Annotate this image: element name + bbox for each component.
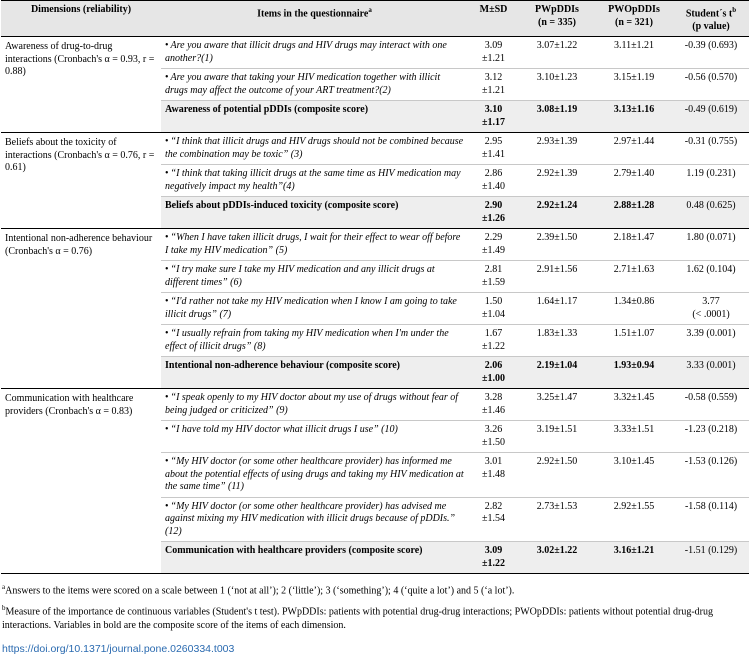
item-text: “I usually refrain from taking my HIV medication when I'm under the effect of illicit drugs” (8)	[165, 328, 449, 352]
pwopddis-value: 1.34±0.86	[613, 296, 655, 308]
msd-mean: 2.95	[484, 136, 503, 148]
bullet-icon: •	[165, 328, 169, 340]
pwopddis-cell	[595, 293, 673, 325]
t-value: 1.62 (0.104)	[686, 264, 736, 276]
composite-pwpddis-cell	[519, 542, 595, 574]
composite-msd-mean: 2.06	[484, 360, 503, 372]
t-test-cell	[673, 37, 749, 69]
pwopddis-cell	[595, 165, 673, 197]
pwpddis-cell	[519, 133, 595, 165]
composite-label: Beliefs about pDDIs-induced toxicity (composite score)	[165, 200, 399, 212]
composite-msd-sd: ±1.22	[482, 557, 505, 569]
pwopddis-value: 3.33±1.51	[613, 424, 655, 436]
item-text: “I try make sure I take my HIV medication and any illicit drugs at different times” (6)	[165, 264, 435, 288]
dimension-cell	[1, 389, 161, 574]
bullet-icon: •	[165, 456, 169, 468]
composite-pwpddis-value: 2.92±1.24	[536, 200, 578, 212]
t-value: -1.23 (0.218)	[684, 424, 738, 436]
table-row	[1, 37, 749, 69]
results-table	[1, 0, 749, 574]
bullet-icon: •	[165, 168, 169, 180]
t-value: 1.19 (0.231)	[686, 168, 736, 180]
composite-pwpddis-value: 3.02±1.22	[536, 545, 578, 557]
msd-cell	[468, 229, 519, 261]
composite-msd-cell	[468, 542, 519, 574]
table-row	[1, 229, 749, 261]
msd-cell	[468, 133, 519, 165]
msd-sd: ±1.48	[482, 468, 505, 480]
dimension-cell	[1, 133, 161, 229]
msd-cell	[468, 293, 519, 325]
composite-msd-sd: ±1.00	[482, 372, 505, 384]
pwopddis-cell	[595, 229, 673, 261]
item-cell	[161, 69, 468, 101]
t-test-cell	[673, 69, 749, 101]
footnote-a: $^a$Answers to the items were scored on a scale between 1 (‘not at all’); 2 (‘little’); 3 (‘something’); 4 (‘quite a lot’) and 5 (‘a lot’).	[2, 583, 515, 597]
msd-cell	[468, 69, 519, 101]
msd-mean: 3.09	[484, 40, 503, 52]
doi-link[interactable]: https://doi.org/10.1371/journal.pone.0260334.t003	[2, 642, 235, 655]
pwopddis-value: 3.32±1.45	[613, 392, 655, 404]
pwpddis-cell	[519, 453, 595, 498]
header-pwpddis: PWpDDIs (n = 335)	[519, 1, 595, 37]
composite-label-cell	[161, 101, 468, 133]
t-test-cell	[673, 261, 749, 293]
table-row	[1, 389, 749, 421]
pwopddis-value: 2.97±1.44	[613, 136, 655, 148]
header-items: Items in the questionnaire$^a$	[161, 1, 468, 37]
msd-cell	[468, 37, 519, 69]
dimension-label: Beliefs about the toxicity of interactions (Cronbach's α = 0.76, r = 0.61)	[5, 137, 155, 174]
t-test-cell	[673, 453, 749, 498]
composite-msd-mean: 2.90	[484, 200, 503, 212]
composite-pwpddis-value: 2.19±1.04	[536, 360, 578, 372]
msd-cell	[468, 165, 519, 197]
item-cell	[161, 261, 468, 293]
item-cell	[161, 229, 468, 261]
msd-mean: 1.50	[484, 296, 503, 308]
composite-t-test-cell	[673, 197, 749, 229]
pwpddis-value: 3.25±1.47	[536, 392, 578, 404]
pwpddis-value: 2.91±1.56	[536, 264, 578, 276]
composite-pwopddis-cell	[595, 542, 673, 574]
t-test-cell	[673, 133, 749, 165]
header-student-t: Student´s $t^b$ (p value)	[673, 1, 749, 37]
dimension-label: Intentional non-adherence behaviour (Cronbach's α = 0.76)	[5, 233, 153, 257]
pwpddis-cell	[519, 293, 595, 325]
bullet-icon: •	[165, 40, 169, 52]
bullet-icon: •	[165, 264, 169, 276]
header-pwopddis: PWOpDDIs (n = 321)	[595, 1, 673, 37]
pwpddis-value: 2.92±1.50	[536, 456, 578, 468]
pwpddis-cell	[519, 261, 595, 293]
pwopddis-cell	[595, 389, 673, 421]
pwpddis-value: 1.64±1.17	[536, 296, 578, 308]
msd-mean: 3.26	[484, 424, 503, 436]
composite-label: Intentional non-adherence behaviour (composite score)	[165, 360, 400, 372]
pwopddis-value: 2.92±1.55	[613, 500, 655, 512]
msd-sd: ±1.04	[482, 308, 505, 320]
composite-label-cell	[161, 542, 468, 574]
pwpddis-cell	[519, 69, 595, 101]
t-value: -0.39 (0.693)	[684, 40, 738, 52]
msd-sd: ±1.41	[482, 148, 505, 160]
pwpddis-value: 2.93±1.39	[536, 136, 578, 148]
bullet-icon: •	[165, 72, 169, 84]
pwpddis-value: 3.10±1.23	[536, 72, 578, 84]
pwopddis-cell	[595, 453, 673, 498]
composite-t-test-cell	[673, 542, 749, 574]
pwpddis-value: 2.73±1.53	[536, 500, 578, 512]
item-text: “My HIV doctor (or some other healthcare provider) has informed me about the potential effects of using drugs and taking my HIV medication at the same time” (11)	[165, 456, 464, 493]
composite-pwpddis-value: 3.08±1.19	[536, 104, 578, 116]
msd-sd: ±1.50	[482, 436, 505, 448]
pwopddis-value: 3.10±1.45	[613, 456, 655, 468]
pwopddis-value: 3.15±1.19	[613, 72, 655, 84]
msd-mean: 2.82	[484, 500, 503, 512]
msd-sd: ±1.22	[482, 340, 505, 352]
composite-pwopddis-cell	[595, 357, 673, 389]
msd-sd: ±1.21	[482, 52, 505, 64]
composite-t-value: -0.49 (0.619)	[684, 104, 738, 116]
t-test-cell	[673, 325, 749, 357]
msd-sd: ±1.40	[482, 180, 505, 192]
t-test-cell	[673, 497, 749, 542]
item-cell	[161, 325, 468, 357]
composite-pwpddis-cell	[519, 357, 595, 389]
item-cell	[161, 497, 468, 542]
footnote-b: $^b$Measure of the importance de continuous variables (Student's t test). PWpDDIs: patients with potential drug-drug interactions; PWOpDDIs: patients without potential drug-drug interactions. Variables in bold are the composite score of the items of each dimension.	[2, 603, 713, 631]
pwopddis-cell	[595, 37, 673, 69]
pwpddis-cell	[519, 165, 595, 197]
t-value: -0.56 (0.570)	[684, 72, 738, 84]
dimension-label: Awareness of drug-to-drug interactions (Cronbach's α = 0.93, r = 0.88)	[5, 41, 155, 78]
composite-label-cell	[161, 357, 468, 389]
composite-pwpddis-cell	[519, 101, 595, 133]
pwopddis-cell	[595, 325, 673, 357]
item-text: “I think that illicit drugs and HIV drugs should not be combined because the combination may be toxic” (3)	[165, 136, 464, 160]
dimension-label: Communication with healthcare providers (Cronbach's α = 0.83)	[5, 393, 134, 417]
dimension-cell	[1, 37, 161, 133]
item-cell	[161, 165, 468, 197]
pwpddis-cell	[519, 421, 595, 453]
composite-t-test-cell	[673, 101, 749, 133]
msd-sd: ±1.59	[482, 276, 505, 288]
composite-pwopddis-value: 3.13±1.16	[613, 104, 655, 116]
composite-pwopddis-cell	[595, 101, 673, 133]
composite-t-value: -1.51 (0.129)	[684, 545, 738, 557]
bullet-icon: •	[165, 500, 169, 512]
pwpddis-value: 2.92±1.39	[536, 168, 578, 180]
pwopddis-cell	[595, 261, 673, 293]
t-test-cell	[673, 293, 749, 325]
pwpddis-cell	[519, 325, 595, 357]
pwopddis-value: 2.18±1.47	[613, 232, 655, 244]
t-value: -0.58 (0.559)	[684, 392, 738, 404]
composite-label: Communication with healthcare providers (composite score)	[165, 545, 423, 557]
composite-pwopddis-value: 3.16±1.21	[613, 545, 655, 557]
item-cell	[161, 421, 468, 453]
msd-cell	[468, 261, 519, 293]
item-cell	[161, 293, 468, 325]
pwopddis-value: 2.79±1.40	[613, 168, 655, 180]
pwopddis-cell	[595, 133, 673, 165]
table-header-row	[1, 1, 749, 37]
composite-label: Awareness of potential pDDIs (composite score)	[165, 104, 369, 116]
item-cell	[161, 133, 468, 165]
t-value: -0.31 (0.755)	[684, 136, 738, 148]
pwpddis-cell	[519, 229, 595, 261]
msd-mean: 3.28	[484, 392, 503, 404]
item-text: “I speak openly to my HIV doctor about my use of drugs without fear of being judged or criticized” (9)	[165, 392, 459, 416]
bullet-icon: •	[165, 392, 169, 404]
composite-msd-mean: 3.10	[484, 104, 503, 116]
msd-mean: 2.29	[484, 232, 503, 244]
composite-t-value: 0.48 (0.625)	[686, 200, 736, 212]
dimension-cell	[1, 229, 161, 389]
p-value: (< .0001)	[692, 308, 730, 320]
msd-cell	[468, 325, 519, 357]
pwpddis-value: 3.19±1.51	[536, 424, 578, 436]
header-msd: M±SD	[468, 1, 519, 37]
item-cell	[161, 389, 468, 421]
msd-mean: 3.12	[484, 72, 503, 84]
msd-mean: 1.67	[484, 328, 503, 340]
t-value: 1.80 (0.071)	[686, 232, 736, 244]
composite-msd-cell	[468, 197, 519, 229]
item-cell	[161, 453, 468, 498]
pwpddis-value: 3.07±1.22	[536, 40, 578, 52]
item-cell	[161, 37, 468, 69]
pwpddis-cell	[519, 389, 595, 421]
msd-mean: 3.01	[484, 456, 503, 468]
bullet-icon: •	[165, 424, 169, 436]
composite-msd-sd: ±1.26	[482, 212, 505, 224]
msd-cell	[468, 389, 519, 421]
msd-sd: ±1.21	[482, 84, 505, 96]
msd-cell	[468, 421, 519, 453]
bullet-icon: •	[165, 136, 169, 148]
item-text: Are you aware that taking your HIV medication together with illicit drugs may affect the outcome of your ART treatment?(2)	[165, 72, 441, 96]
pwpddis-cell	[519, 37, 595, 69]
composite-msd-mean: 3.09	[484, 545, 503, 557]
msd-mean: 2.81	[484, 264, 503, 276]
composite-pwopddis-value: 2.88±1.28	[613, 200, 655, 212]
pwopddis-cell	[595, 421, 673, 453]
bullet-icon: •	[165, 232, 169, 244]
composite-pwopddis-cell	[595, 197, 673, 229]
pwpddis-cell	[519, 497, 595, 542]
item-text: “I have told my HIV doctor what illicit drugs I use” (10)	[170, 424, 398, 436]
item-text: “My HIV doctor (or some other healthcare provider) has advised me against mixing my HIV medication with illicit drugs because of pDDIs.” (12)	[165, 500, 456, 537]
t-value: -1.58 (0.114)	[684, 500, 738, 512]
composite-pwopddis-value: 1.93±0.94	[613, 360, 655, 372]
msd-cell	[468, 453, 519, 498]
msd-mean: 2.86	[484, 168, 503, 180]
composite-msd-sd: ±1.17	[482, 116, 505, 128]
pwopddis-value: 2.71±1.63	[613, 264, 655, 276]
t-test-cell	[673, 229, 749, 261]
t-test-cell	[673, 421, 749, 453]
msd-sd: ±1.49	[482, 244, 505, 256]
t-test-cell	[673, 165, 749, 197]
table-row	[1, 133, 749, 165]
msd-cell	[468, 497, 519, 542]
pwpddis-value: 1.83±1.33	[536, 328, 578, 340]
composite-t-test-cell	[673, 357, 749, 389]
bullet-icon: •	[165, 296, 169, 308]
pwopddis-cell	[595, 497, 673, 542]
t-test-cell	[673, 389, 749, 421]
t-value: 3.77	[702, 296, 720, 308]
pwpddis-value: 2.39±1.50	[536, 232, 578, 244]
pwopddis-value: 3.11±1.21	[613, 40, 655, 52]
item-text: “I think that taking illicit drugs at the same time as HIV medication may negatively impact my health”(4)	[165, 168, 461, 192]
msd-sd: ±1.54	[482, 513, 505, 525]
composite-pwpddis-cell	[519, 197, 595, 229]
pwopddis-value: 1.51±1.07	[613, 328, 655, 340]
item-text: “When I have taken illicit drugs, I wait for their effect to wear off before I take my HIV medication” (5)	[165, 232, 461, 256]
composite-label-cell	[161, 197, 468, 229]
composite-msd-cell	[468, 357, 519, 389]
msd-sd: ±1.46	[482, 404, 505, 416]
item-text: Are you aware that illicit drugs and HIV drugs may interact with one another?(1)	[165, 40, 447, 64]
item-text: “I'd rather not take my HIV medication when I know I am going to take illicit drugs” (7)	[165, 296, 457, 320]
t-value: -1.53 (0.126)	[684, 456, 738, 468]
composite-msd-cell	[468, 101, 519, 133]
t-value: 3.39 (0.001)	[686, 328, 736, 340]
composite-t-value: 3.33 (0.001)	[686, 360, 736, 372]
header-dimensions: Dimensions (reliability)	[1, 1, 161, 37]
pwopddis-cell	[595, 69, 673, 101]
